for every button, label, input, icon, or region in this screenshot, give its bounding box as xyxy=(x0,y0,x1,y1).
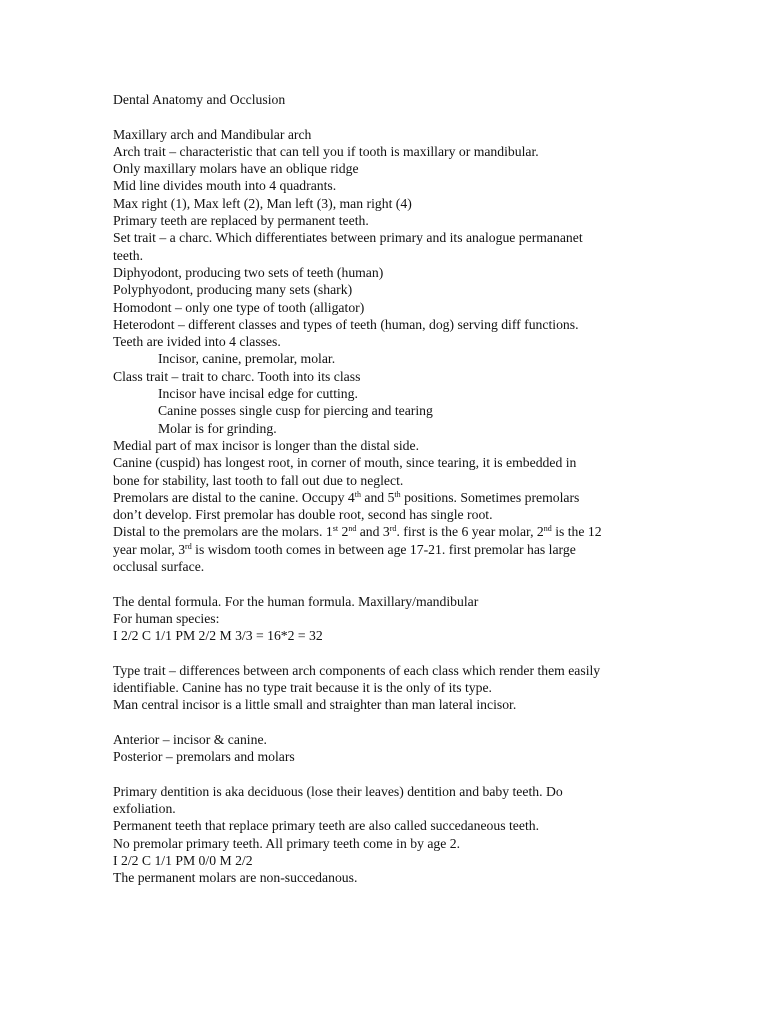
text-line: occlusal surface. xyxy=(113,559,205,575)
spacer xyxy=(113,766,653,783)
text-line: Arch trait – characteristic that can tell you if tooth is maxillary or mandibular. xyxy=(113,143,539,159)
superscript: st xyxy=(332,524,339,534)
spacer xyxy=(113,714,653,731)
text-line: Posterior – premolars and molars xyxy=(113,749,295,765)
text-line: Teeth are ivided into 4 classes. xyxy=(113,334,281,350)
spacer xyxy=(113,108,653,125)
molars-text-d: . first is the 6 year molar, 2 xyxy=(396,524,544,540)
premolars-line xyxy=(113,489,653,506)
text-line: Class trait – trait to charc. Tooth into its class xyxy=(113,368,361,384)
text-line: Canine (cuspid) has longest root, in corner of mouth, since tearing, it is embedded in xyxy=(113,455,577,471)
text-line: teeth. xyxy=(113,247,144,263)
superscript: rd xyxy=(389,524,397,534)
superscript: th xyxy=(394,489,401,499)
text-line: Anterior – incisor & canine. xyxy=(113,731,267,747)
text-line: Primary teeth are replaced by permanent teeth. xyxy=(113,213,369,229)
text-line: Mid line divides mouth into 4 quadrants. xyxy=(113,178,337,194)
molars-text-b: 2 xyxy=(338,524,349,540)
molars-text-c: and 3 xyxy=(356,524,390,540)
text-line: Permanent teeth that replace primary teeth are also called succedaneous teeth. xyxy=(113,818,540,834)
superscript: th xyxy=(354,489,361,499)
wisdom-text-b: is wisdom tooth comes in between age 17-21. first premolar has large xyxy=(191,541,576,557)
superscript: nd xyxy=(348,524,357,534)
premolars-text-b: and 5 xyxy=(360,489,395,505)
document-page xyxy=(113,91,653,887)
text-line: Diphyodont, producing two sets of teeth (human) xyxy=(113,264,384,280)
text-line: identifiable. Canine has no type trait because it is the only of its type. xyxy=(113,680,492,696)
superscript: rd xyxy=(185,541,192,551)
text-line: Polyphyodont, producing many sets (shark) xyxy=(113,282,353,298)
text-line: Set trait – a charc. Which differentiates between primary and its analogue permananet xyxy=(113,230,583,246)
text-line: bone for stability, last tooth to fall out due to neglect. xyxy=(113,472,404,488)
molars-text-e: is the 12 xyxy=(551,524,602,540)
document-title: Dental Anatomy and Occlusion xyxy=(113,92,286,107)
premolars-text-c: positions. Sometimes premolars xyxy=(400,489,580,505)
text-line-indented: Incisor have incisal edge for cutting. xyxy=(158,386,358,402)
superscript: nd xyxy=(543,524,552,534)
text-line: Heterodont – different classes and types of teeth (human, dog) serving diff functions. xyxy=(113,316,579,332)
text-line: Max right (1), Max left (2), Man left (3), man right (4) xyxy=(113,195,412,211)
text-line: The permanent molars are non-succedanous. xyxy=(113,870,358,886)
dental-formula: I 2/2 C 1/1 PM 0/0 M 2/2 xyxy=(113,853,253,869)
text-line: No premolar primary teeth. All primary teeth come in by age 2. xyxy=(113,835,461,851)
molars-text-a: Distal to the premolars are the molars. 1 xyxy=(113,524,333,540)
text-line: For human species: xyxy=(113,610,220,626)
text-line-indented: Molar is for grinding. xyxy=(158,420,277,436)
text-line: Maxillary arch and Mandibular arch xyxy=(113,126,312,142)
wisdom-line xyxy=(113,541,653,558)
text-line: Medial part of max incisor is longer than the distal side. xyxy=(113,437,419,453)
text-line: Type trait – differences between arch components of each class which render them easily xyxy=(113,662,601,678)
text-line: Man central incisor is a little small and straighter than man lateral incisor. xyxy=(113,697,517,713)
text-line: Homodont – only one type of tooth (alligator) xyxy=(113,299,365,315)
text-line: Only maxillary molars have an oblique ridge xyxy=(113,161,359,177)
dental-formula: I 2/2 C 1/1 PM 2/2 M 3/3 = 16*2 = 32 xyxy=(113,628,323,644)
wisdom-text-a: year molar, 3 xyxy=(113,541,186,557)
text-line: don’t develop. First premolar has double root, second has single root. xyxy=(113,507,493,523)
text-line-indented: Canine posses single cusp for piercing and tearing xyxy=(158,403,433,419)
text-line-indented: Incisor, canine, premolar, molar. xyxy=(158,351,336,367)
text-line: exfoliation. xyxy=(113,801,176,817)
spacer xyxy=(113,575,653,592)
text-line: The dental formula. For the human formula. Maxillary/mandibular xyxy=(113,593,479,609)
molars-line xyxy=(113,523,653,540)
spacer xyxy=(113,645,653,662)
text-line: Primary dentition is aka deciduous (lose their leaves) dentition and baby teeth. Do xyxy=(113,783,563,799)
premolars-text-a: Premolars are distal to the canine. Occupy 4 xyxy=(113,489,355,505)
